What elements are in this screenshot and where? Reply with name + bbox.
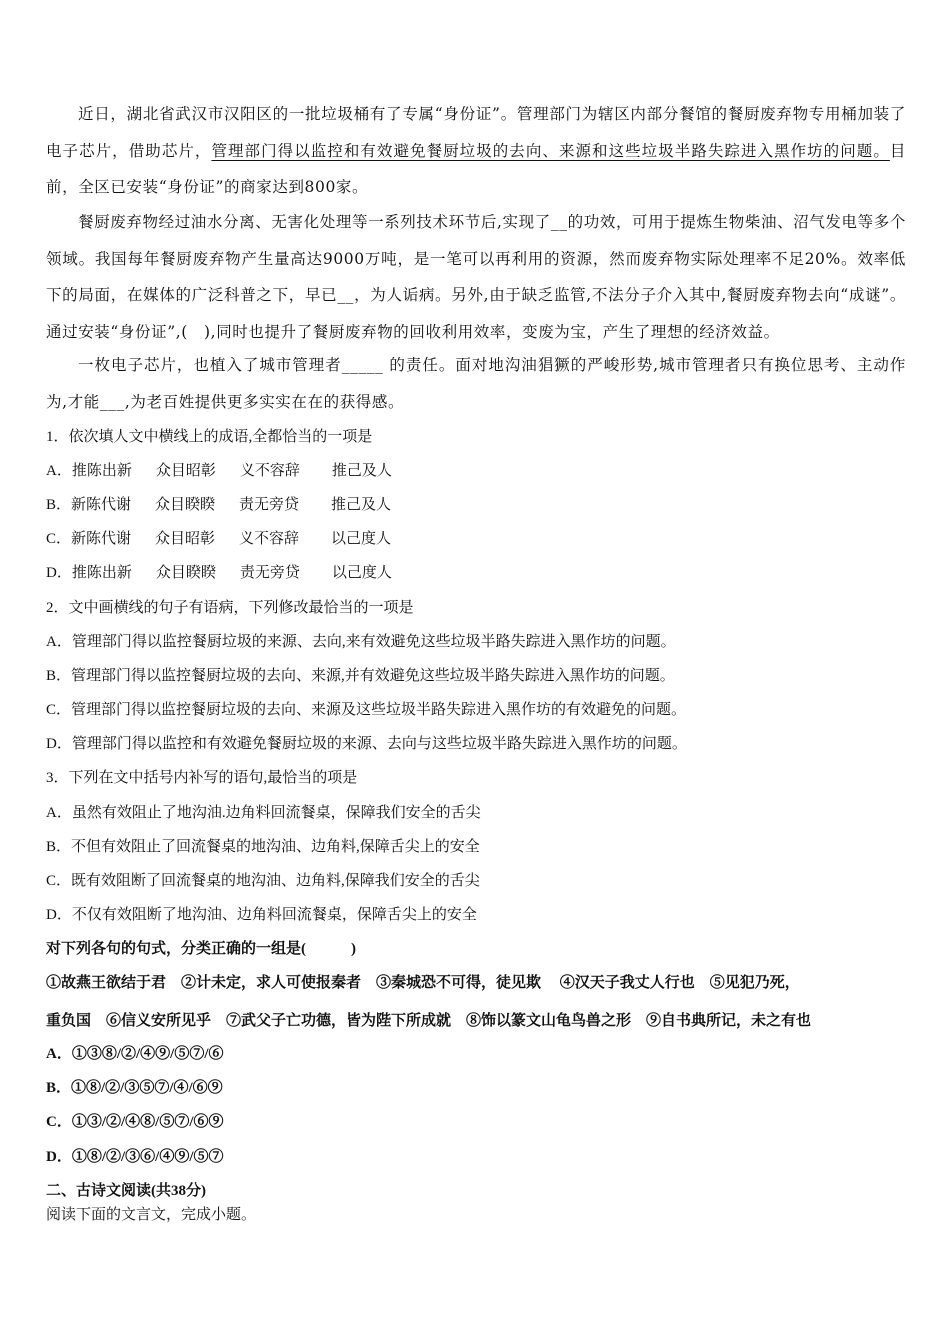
option-word: 众目昭彰 (155, 531, 216, 547)
q3-option-d[interactable]: D．不仅有效阻断了地沟油、边角料回流餐桌，保障舌尖上的安全 (46, 907, 477, 923)
section-2-title: 二、古诗文阅读(共38分) (46, 1183, 206, 1199)
passage-paragraph-2: 餐厨废弃物经过油水分离、无害化处理等一系列技术环节后,实现了__的功效，可用于提炼生物柴油、沼气发电等多个领域。我国每年餐厨废弃物产生量高达9000万吨，是一笔可以再利用的资源，然而废弃物实际处理率不足20%。效率低下的局面，在媒体的广泛科普之下，早已__，为人诟病。另外,由于缺乏监管,不法分子介入其中,餐厨废弃物去向“成谜”。通过安装“身份证”,( ),同时也提升了餐厨废弃物的回收利用效率，变废为宝，产生了理想的经济效益。 (46, 213, 906, 341)
q3-stem: 3．下列在文中括号内补写的语句,最恰当的项是 (46, 770, 358, 786)
q2-stem: 2．文中画横线的句子有语病，下列修改最恰当的一项是 (46, 600, 414, 616)
q3-option-a[interactable]: A．虽然有效阻止了地沟油.边角料回流餐桌，保障我们安全的舌尖 (46, 805, 481, 821)
option-label: D． (46, 565, 72, 581)
option-word: 推陈出新 (71, 463, 132, 479)
q4-option-b[interactable]: B．①⑧/②/③⑤⑦/④/⑥⑨ (46, 1080, 223, 1096)
passage-p1-end: 目前，全区已安装“身份证”的商家达到800家。 (46, 141, 906, 196)
option-word: 推己及人 (331, 497, 392, 513)
q3-option-b[interactable]: B．不但有效阻止了回流餐桌的地沟油、边角料,保障舌尖上的安全 (46, 839, 480, 855)
option-label: B． (46, 497, 72, 513)
q4-stem: 对下列各句的句式，分类正确的一组是( ) (46, 941, 356, 957)
q2-option-d[interactable]: D．管理部门得以监控和有效避免餐厨垃圾的来源、去向与这些垃圾半路失踪进入黑作坊的问题。 (46, 736, 687, 752)
section-2-instruction: 阅读下面的文言文，完成小题。 (46, 1207, 257, 1223)
option-word: 义不容辞 (239, 531, 300, 547)
option-word: 众目睽睽 (155, 497, 216, 513)
passage-p1-start: 近日，湖北省武汉市汉阳区的一批垃圾桶有了专属“身份证”。管理部门为辖区内部分餐馆的餐厨废弃物专用桶加装了电子芯片，借助芯片， (46, 105, 906, 160)
q2-option-a[interactable]: A．管理部门得以监控餐厨垃圾的来源、去向,来有效避免这些垃圾半路失踪进入黑作坊的问题。 (46, 634, 676, 650)
option-word: 责无旁贷 (239, 497, 300, 513)
option-word: 义不容辞 (239, 463, 300, 479)
option-word: 推陈出新 (71, 565, 132, 581)
passage-paragraph-1 (46, 96, 906, 206)
q3-option-c[interactable]: C．既有效阻断了回流餐桌的地沟油、边角料,保障我们安全的舌尖 (46, 873, 480, 889)
option-word: 新陈代谢 (71, 531, 132, 547)
option-word: 责无旁贷 (239, 565, 300, 581)
q1-stem: 1．依次填人文中横线上的成语,全都恰当的一项是 (46, 429, 373, 445)
passage-paragraph-3: 一枚电子芯片，也植入了城市管理者_____ 的责任。面对地沟油猖獗的严峻形势,城市管理者只有换位思考、主动作为,才能___,为老百姓提供更多实实在在的获得感。 (46, 356, 906, 411)
q1-option-b[interactable] (46, 493, 391, 514)
option-word: 以己度人 (331, 565, 392, 581)
option-word: 推己及人 (331, 463, 392, 479)
option-label: A． (46, 463, 72, 479)
option-label: C． (46, 531, 72, 547)
q4-sentences-line-1: ①故燕王欲结于君 ②计未定，求人可使报秦者 ③秦城恐不可得，徒见欺 ④汉天子我丈人行也 ⑤见犯乃死， (46, 975, 800, 991)
option-word: 以己度人 (331, 531, 392, 547)
q4-sentences-line-2: 重负国 ⑥信义安所见乎 ⑦武父子亡功德，皆为陛下所成就 ⑧饰以篆文山龟鸟兽之形 ⑨自书典所记，未之有也 (46, 1013, 812, 1029)
q1-option-c[interactable] (46, 527, 391, 548)
q4-option-c[interactable]: C．①③/②/④⑧/⑤⑦/⑥⑨ (46, 1114, 224, 1130)
q4-option-a[interactable]: A．①③⑧/②/④⑨/⑤⑦/⑥ (46, 1046, 224, 1062)
q2-option-c[interactable]: C．管理部门得以监控餐厨垃圾的去向、来源及这些垃圾半路失踪进入黑作坊的有效避免的问题。 (46, 702, 687, 718)
q1-option-d[interactable] (46, 561, 392, 582)
q4-option-d[interactable]: D．①⑧/②/③⑥/④⑨/⑤⑦ (46, 1149, 224, 1165)
option-word: 众目睽睽 (155, 565, 216, 581)
q1-option-a[interactable] (46, 459, 392, 480)
option-word: 众目昭彰 (155, 463, 216, 479)
option-word: 新陈代谢 (71, 497, 132, 513)
underlined-sentence: 管理部门得以监控和有效避免餐厨垃圾的去向、来源和这些垃圾半路失踪进入黑作坊的问题。 (211, 141, 890, 160)
q2-option-b[interactable]: B．管理部门得以监控餐厨垃圾的去向、来源,并有效避免这些垃圾半路失踪进入黑作坊的问题。 (46, 668, 675, 684)
